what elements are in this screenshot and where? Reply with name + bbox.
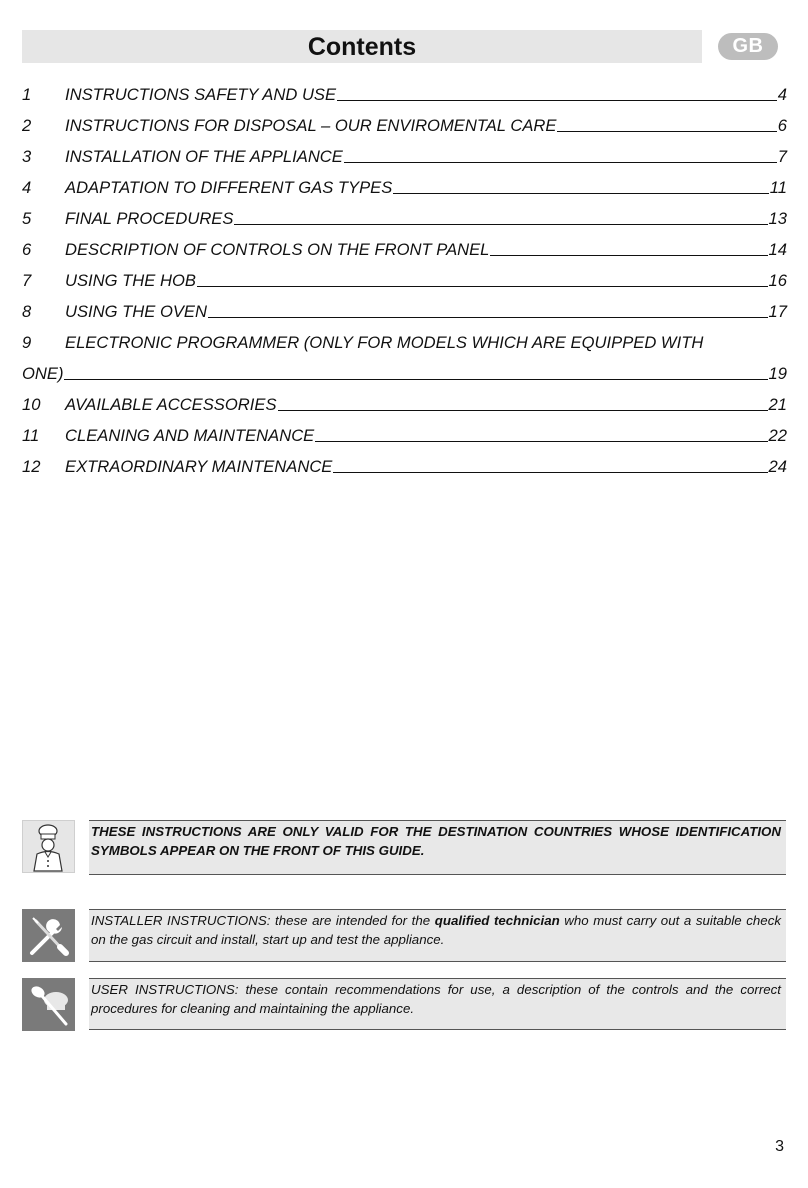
toc-page: 14 (768, 240, 787, 259)
toc-label-continued: ONE) (22, 364, 64, 383)
toc-leader (333, 472, 767, 473)
chef-icon (22, 820, 75, 873)
toc-page: 16 (768, 271, 787, 290)
toc-label: INSTALLATION OF THE APPLIANCE (65, 147, 343, 166)
toc-leader (197, 286, 768, 287)
installer-note-suffix: who must carry out a suitable check on the gas circuit and install, start up and test the appliance. (91, 913, 781, 947)
toc-number: 12 (22, 457, 41, 476)
toc-entry-11[interactable] (22, 415, 787, 446)
toc-label: ELECTRONIC PROGRAMMER (ONLY FOR MODELS WHICH ARE EQUIPPED WITH (65, 333, 704, 352)
toc-entry-5[interactable] (22, 198, 787, 229)
toc-leader (234, 224, 767, 225)
toc-leader (393, 193, 768, 194)
toc-leader (344, 162, 777, 163)
toc-entry-12[interactable] (22, 446, 787, 477)
toc-number: 3 (22, 147, 32, 166)
spoon-chef-hat-icon (22, 978, 75, 1031)
toc-page: 21 (768, 395, 787, 414)
toc-label: FINAL PROCEDURES (65, 209, 234, 228)
toc-label: INSTRUCTIONS FOR DISPOSAL – OUR ENVIROMENTAL CARE (65, 116, 557, 135)
toc-label: INSTRUCTIONS SAFETY AND USE (65, 85, 337, 104)
toc-number: 4 (22, 178, 32, 197)
installer-note-text (89, 909, 786, 962)
installer-note-prefix: INSTALLER INSTRUCTIONS: these are intended for the (91, 913, 435, 928)
toc-page: 4 (777, 85, 787, 104)
toc-number: 1 (22, 85, 32, 104)
toc-entry-3[interactable] (22, 136, 787, 167)
contents-title-bar (22, 30, 702, 63)
destination-note-text: THESE INSTRUCTIONS ARE ONLY VALID FOR THE DESTINATION COUNTRIES WHOSE IDENTIFICATION SYMBOLS APPEAR ON THE FRONT OF THIS GUIDE. (89, 820, 786, 875)
toc-entry-9-line2[interactable] (22, 353, 787, 384)
toc-number: 8 (22, 302, 32, 321)
toc-entry-10[interactable] (22, 384, 787, 415)
installer-note-bold: qualified technician (434, 913, 560, 928)
table-of-contents (22, 74, 787, 477)
toc-leader (490, 255, 767, 256)
page-number: 3 (775, 1138, 784, 1155)
toc-entry-4[interactable] (22, 167, 787, 198)
toc-label: CLEANING AND MAINTENANCE (65, 426, 315, 445)
page-title: Contents (307, 33, 417, 61)
toc-page: 22 (768, 426, 787, 445)
toc-label: EXTRAORDINARY MAINTENANCE (65, 457, 333, 476)
toc-label: ADAPTATION TO DIFFERENT GAS TYPES (65, 178, 393, 197)
toc-number: 11 (22, 426, 40, 445)
toc-number: 10 (22, 395, 41, 414)
toc-entry-9-line1[interactable] (22, 322, 787, 353)
toc-number: 5 (22, 209, 32, 228)
toc-label: USING THE HOB (65, 271, 196, 290)
toc-label: DESCRIPTION OF CONTROLS ON THE FRONT PANEL (65, 240, 490, 259)
toc-entry-8[interactable] (22, 291, 787, 322)
toc-leader (208, 317, 768, 318)
toc-label: USING THE OVEN (65, 302, 207, 321)
toc-entry-1[interactable] (22, 74, 787, 105)
toc-entry-2[interactable] (22, 105, 787, 136)
toc-page: 13 (768, 209, 787, 228)
wrench-screwdriver-icon (22, 909, 75, 962)
toc-leader (557, 131, 776, 132)
toc-leader (278, 410, 768, 411)
toc-number: 6 (22, 240, 32, 259)
toc-page: 11 (769, 178, 787, 197)
toc-number: 9 (22, 333, 32, 352)
toc-label: AVAILABLE ACCESSORIES (65, 395, 277, 414)
toc-page: 7 (777, 147, 787, 166)
toc-entry-7[interactable] (22, 260, 787, 291)
toc-page: 6 (777, 116, 787, 135)
toc-number: 7 (22, 271, 32, 290)
toc-page: 24 (768, 457, 787, 476)
toc-page: 17 (768, 302, 787, 321)
toc-leader (315, 441, 767, 442)
toc-page: 19 (768, 364, 787, 383)
user-note-text: USER INSTRUCTIONS: these contain recommendations for use, a description of the controls and the correct procedures for cleaning and maintaining the appliance. (89, 978, 786, 1030)
language-badge: GB (718, 33, 778, 60)
toc-number: 2 (22, 116, 32, 135)
toc-entry-6[interactable] (22, 229, 787, 260)
toc-leader (337, 100, 777, 101)
toc-leader (64, 379, 767, 380)
